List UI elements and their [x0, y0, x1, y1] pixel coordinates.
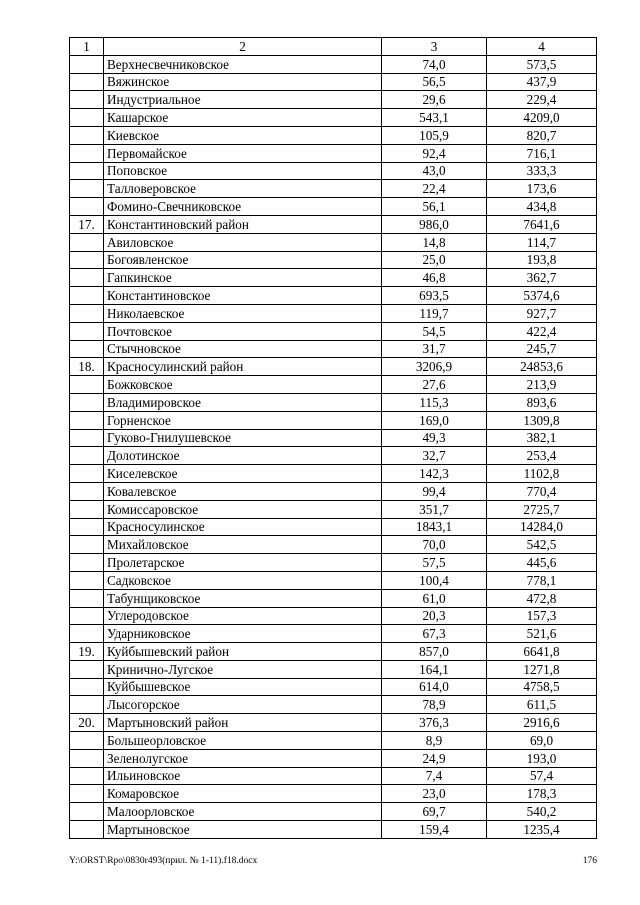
- settlement-name: Киселевское: [104, 465, 382, 483]
- settlement-name: Вяжинское: [104, 73, 382, 91]
- table-row: [70, 821, 597, 839]
- value-col-4: 540,2: [487, 803, 597, 821]
- value-col-4: 893,6: [487, 393, 597, 411]
- value-col-4: 333,3: [487, 162, 597, 180]
- table-row: [70, 785, 597, 803]
- value-col-3: 8,9: [382, 732, 487, 750]
- value-col-4: 927,7: [487, 304, 597, 322]
- row-number: [70, 518, 104, 536]
- settlement-name: Владимировское: [104, 393, 382, 411]
- value-col-4: 5374,6: [487, 287, 597, 305]
- footer-file-path: Y:\ORST\Rpo\0830r493(прил. № 1-11).f18.docx: [69, 856, 258, 866]
- value-col-4: 24853,6: [487, 358, 597, 376]
- settlement-name: Киевское: [104, 126, 382, 144]
- table-row: [70, 126, 597, 144]
- value-col-4: 1235,4: [487, 821, 597, 839]
- row-number: [70, 287, 104, 305]
- table-row: [70, 607, 597, 625]
- value-col-3: 159,4: [382, 821, 487, 839]
- table-row: [70, 589, 597, 607]
- value-col-4: 69,0: [487, 732, 597, 750]
- row-number: [70, 233, 104, 251]
- table-row: [70, 643, 597, 661]
- value-col-4: 7641,6: [487, 215, 597, 233]
- table-row: [70, 447, 597, 465]
- value-col-3: 115,3: [382, 393, 487, 411]
- row-number: [70, 180, 104, 198]
- value-col-4: 445,6: [487, 554, 597, 572]
- value-col-3: 23,0: [382, 785, 487, 803]
- table-row: [70, 91, 597, 109]
- settlement-name: Ударниковское: [104, 625, 382, 643]
- settlement-name: Авиловское: [104, 233, 382, 251]
- row-number: [70, 447, 104, 465]
- header-cell-4: 4: [487, 38, 597, 56]
- row-number: [70, 536, 104, 554]
- settlement-name: Гапкинское: [104, 269, 382, 287]
- row-number: [70, 393, 104, 411]
- data-table: [69, 37, 597, 839]
- value-col-4: 472,8: [487, 589, 597, 607]
- settlement-name: Комаровское: [104, 785, 382, 803]
- table-row: [70, 215, 597, 233]
- value-col-3: 22,4: [382, 180, 487, 198]
- settlement-name: Божковское: [104, 376, 382, 394]
- row-number: [70, 126, 104, 144]
- settlement-name: Садковское: [104, 571, 382, 589]
- row-number: [70, 589, 104, 607]
- value-col-3: 54,5: [382, 322, 487, 340]
- value-col-3: 1843,1: [382, 518, 487, 536]
- value-col-4: 253,4: [487, 447, 597, 465]
- table-row: [70, 358, 597, 376]
- value-col-4: 2916,6: [487, 714, 597, 732]
- table-row: [70, 162, 597, 180]
- value-col-4: 2725,7: [487, 500, 597, 518]
- settlement-name: Николаевское: [104, 304, 382, 322]
- value-col-4: 362,7: [487, 269, 597, 287]
- settlement-name: Индустриальное: [104, 91, 382, 109]
- row-number: [70, 269, 104, 287]
- value-col-3: 61,0: [382, 589, 487, 607]
- header-cell-3: 3: [382, 38, 487, 56]
- row-number: [70, 571, 104, 589]
- row-number: [70, 429, 104, 447]
- settlement-name: Красносулинское: [104, 518, 382, 536]
- table-body: [70, 38, 597, 839]
- settlement-name: Красносулинский район: [104, 358, 382, 376]
- row-number: [70, 821, 104, 839]
- value-col-3: 78,9: [382, 696, 487, 714]
- table-row: [70, 109, 597, 127]
- footer-page-number: 176: [582, 856, 597, 866]
- settlement-name: Почтовское: [104, 322, 382, 340]
- table-row: [70, 251, 597, 269]
- value-col-3: 164,1: [382, 660, 487, 678]
- value-col-4: 245,7: [487, 340, 597, 358]
- settlement-name: Ильиновское: [104, 767, 382, 785]
- row-number: [70, 73, 104, 91]
- table-row: [70, 732, 597, 750]
- table-row: [70, 198, 597, 216]
- value-col-3: 67,3: [382, 625, 487, 643]
- value-col-3: 857,0: [382, 643, 487, 661]
- value-col-3: 351,7: [382, 500, 487, 518]
- value-col-3: 32,7: [382, 447, 487, 465]
- value-col-4: 542,5: [487, 536, 597, 554]
- row-number: [70, 251, 104, 269]
- value-col-4: 229,4: [487, 91, 597, 109]
- value-col-3: 14,8: [382, 233, 487, 251]
- table-row: [70, 625, 597, 643]
- table-row: [70, 411, 597, 429]
- row-number: [70, 785, 104, 803]
- value-col-4: 193,0: [487, 749, 597, 767]
- table-row: [70, 536, 597, 554]
- settlement-name: Богоявленское: [104, 251, 382, 269]
- header-cell-2: 2: [104, 38, 382, 56]
- table-row: [70, 482, 597, 500]
- value-col-4: 114,7: [487, 233, 597, 251]
- table-row: [70, 465, 597, 483]
- table-row: [70, 287, 597, 305]
- value-col-4: 4758,5: [487, 678, 597, 696]
- value-col-3: 142,3: [382, 465, 487, 483]
- value-col-3: 986,0: [382, 215, 487, 233]
- table-row: [70, 269, 597, 287]
- settlement-name: Лысогорское: [104, 696, 382, 714]
- settlement-name: Ковалевское: [104, 482, 382, 500]
- value-col-3: 31,7: [382, 340, 487, 358]
- value-col-3: 92,4: [382, 144, 487, 162]
- value-col-3: 69,7: [382, 803, 487, 821]
- value-col-4: 716,1: [487, 144, 597, 162]
- value-col-3: 25,0: [382, 251, 487, 269]
- table-row: [70, 500, 597, 518]
- row-number: 19.: [70, 643, 104, 661]
- settlement-name: Кашарское: [104, 109, 382, 127]
- row-number: [70, 91, 104, 109]
- header-row: [70, 38, 597, 56]
- value-col-3: 24,9: [382, 749, 487, 767]
- table-row: [70, 696, 597, 714]
- row-number: [70, 465, 104, 483]
- value-col-3: 56,1: [382, 198, 487, 216]
- settlement-name: Куйбышевское: [104, 678, 382, 696]
- settlement-name: Комиссаровское: [104, 500, 382, 518]
- table-row: [70, 73, 597, 91]
- row-number: [70, 500, 104, 518]
- value-col-4: 382,1: [487, 429, 597, 447]
- value-col-4: 193,8: [487, 251, 597, 269]
- table-row: [70, 518, 597, 536]
- table-row: [70, 304, 597, 322]
- settlement-name: Поповское: [104, 162, 382, 180]
- value-col-4: 173,6: [487, 180, 597, 198]
- row-number: [70, 322, 104, 340]
- value-col-4: 213,9: [487, 376, 597, 394]
- row-number: 18.: [70, 358, 104, 376]
- row-number: [70, 696, 104, 714]
- value-col-3: 7,4: [382, 767, 487, 785]
- table-row: [70, 233, 597, 251]
- value-col-3: 614,0: [382, 678, 487, 696]
- row-number: [70, 198, 104, 216]
- value-col-4: 521,6: [487, 625, 597, 643]
- row-number: [70, 376, 104, 394]
- row-number: [70, 482, 104, 500]
- value-col-3: 20,3: [382, 607, 487, 625]
- value-col-4: 1102,8: [487, 465, 597, 483]
- row-number: [70, 304, 104, 322]
- table-row: [70, 393, 597, 411]
- value-col-3: 543,1: [382, 109, 487, 127]
- value-col-4: 57,4: [487, 767, 597, 785]
- value-col-3: 376,3: [382, 714, 487, 732]
- value-col-4: 434,8: [487, 198, 597, 216]
- settlement-name: Малоорловское: [104, 803, 382, 821]
- row-number: [70, 607, 104, 625]
- table-row: [70, 180, 597, 198]
- row-number: [70, 678, 104, 696]
- table-row: [70, 660, 597, 678]
- settlement-name: Долотинское: [104, 447, 382, 465]
- settlement-name: Верхнесвечниковское: [104, 55, 382, 73]
- table-row: [70, 714, 597, 732]
- value-col-3: 27,6: [382, 376, 487, 394]
- table-row: [70, 376, 597, 394]
- row-number: [70, 55, 104, 73]
- row-number: [70, 554, 104, 572]
- table-row: [70, 55, 597, 73]
- header-cell-1: 1: [70, 38, 104, 56]
- table-row: [70, 678, 597, 696]
- value-col-4: 157,3: [487, 607, 597, 625]
- value-col-4: 820,7: [487, 126, 597, 144]
- row-number: [70, 749, 104, 767]
- table-row: [70, 322, 597, 340]
- table-row: [70, 144, 597, 162]
- settlement-name: Константиновское: [104, 287, 382, 305]
- value-col-3: 70,0: [382, 536, 487, 554]
- value-col-3: 74,0: [382, 55, 487, 73]
- value-col-4: 1309,8: [487, 411, 597, 429]
- value-col-3: 100,4: [382, 571, 487, 589]
- value-col-3: 29,6: [382, 91, 487, 109]
- settlement-name: Большеорловское: [104, 732, 382, 750]
- row-number: [70, 411, 104, 429]
- settlement-name: Углеродовское: [104, 607, 382, 625]
- row-number: 20.: [70, 714, 104, 732]
- value-col-4: 14284,0: [487, 518, 597, 536]
- settlement-name: Куйбышевский район: [104, 643, 382, 661]
- value-col-4: 1271,8: [487, 660, 597, 678]
- value-col-4: 778,1: [487, 571, 597, 589]
- settlement-name: Мартыновское: [104, 821, 382, 839]
- value-col-4: 6641,8: [487, 643, 597, 661]
- settlement-name: Зеленолугское: [104, 749, 382, 767]
- value-col-4: 437,9: [487, 73, 597, 91]
- settlement-name: Первомайское: [104, 144, 382, 162]
- value-col-4: 422,4: [487, 322, 597, 340]
- value-col-3: 3206,9: [382, 358, 487, 376]
- row-number: [70, 340, 104, 358]
- settlement-name: Фомино-Свечниковское: [104, 198, 382, 216]
- settlement-name: Кринично-Лугское: [104, 660, 382, 678]
- settlement-name: Гуково-Гнилушевское: [104, 429, 382, 447]
- row-number: [70, 162, 104, 180]
- value-col-3: 119,7: [382, 304, 487, 322]
- settlement-name: Пролетарское: [104, 554, 382, 572]
- table-row: [70, 429, 597, 447]
- value-col-3: 99,4: [382, 482, 487, 500]
- value-col-3: 169,0: [382, 411, 487, 429]
- settlement-name: Мартыновский район: [104, 714, 382, 732]
- value-col-3: 49,3: [382, 429, 487, 447]
- row-number: 17.: [70, 215, 104, 233]
- row-number: [70, 803, 104, 821]
- row-number: [70, 767, 104, 785]
- value-col-3: 56,5: [382, 73, 487, 91]
- table-row: [70, 749, 597, 767]
- table-row: [70, 554, 597, 572]
- value-col-3: 57,5: [382, 554, 487, 572]
- value-col-3: 105,9: [382, 126, 487, 144]
- settlement-name: Константиновский район: [104, 215, 382, 233]
- value-col-3: 693,5: [382, 287, 487, 305]
- value-col-4: 4209,0: [487, 109, 597, 127]
- value-col-3: 43,0: [382, 162, 487, 180]
- table-row: [70, 571, 597, 589]
- row-number: [70, 732, 104, 750]
- table-row: [70, 340, 597, 358]
- value-col-4: 178,3: [487, 785, 597, 803]
- value-col-4: 611,5: [487, 696, 597, 714]
- value-col-4: 573,5: [487, 55, 597, 73]
- settlement-name: Стычновское: [104, 340, 382, 358]
- row-number: [70, 660, 104, 678]
- row-number: [70, 144, 104, 162]
- settlement-name: Горненское: [104, 411, 382, 429]
- table-row: [70, 767, 597, 785]
- value-col-3: 46,8: [382, 269, 487, 287]
- settlement-name: Талловеровское: [104, 180, 382, 198]
- settlement-name: Михайловское: [104, 536, 382, 554]
- row-number: [70, 109, 104, 127]
- table-row: [70, 803, 597, 821]
- row-number: [70, 625, 104, 643]
- value-col-4: 770,4: [487, 482, 597, 500]
- settlement-name: Табунщиковское: [104, 589, 382, 607]
